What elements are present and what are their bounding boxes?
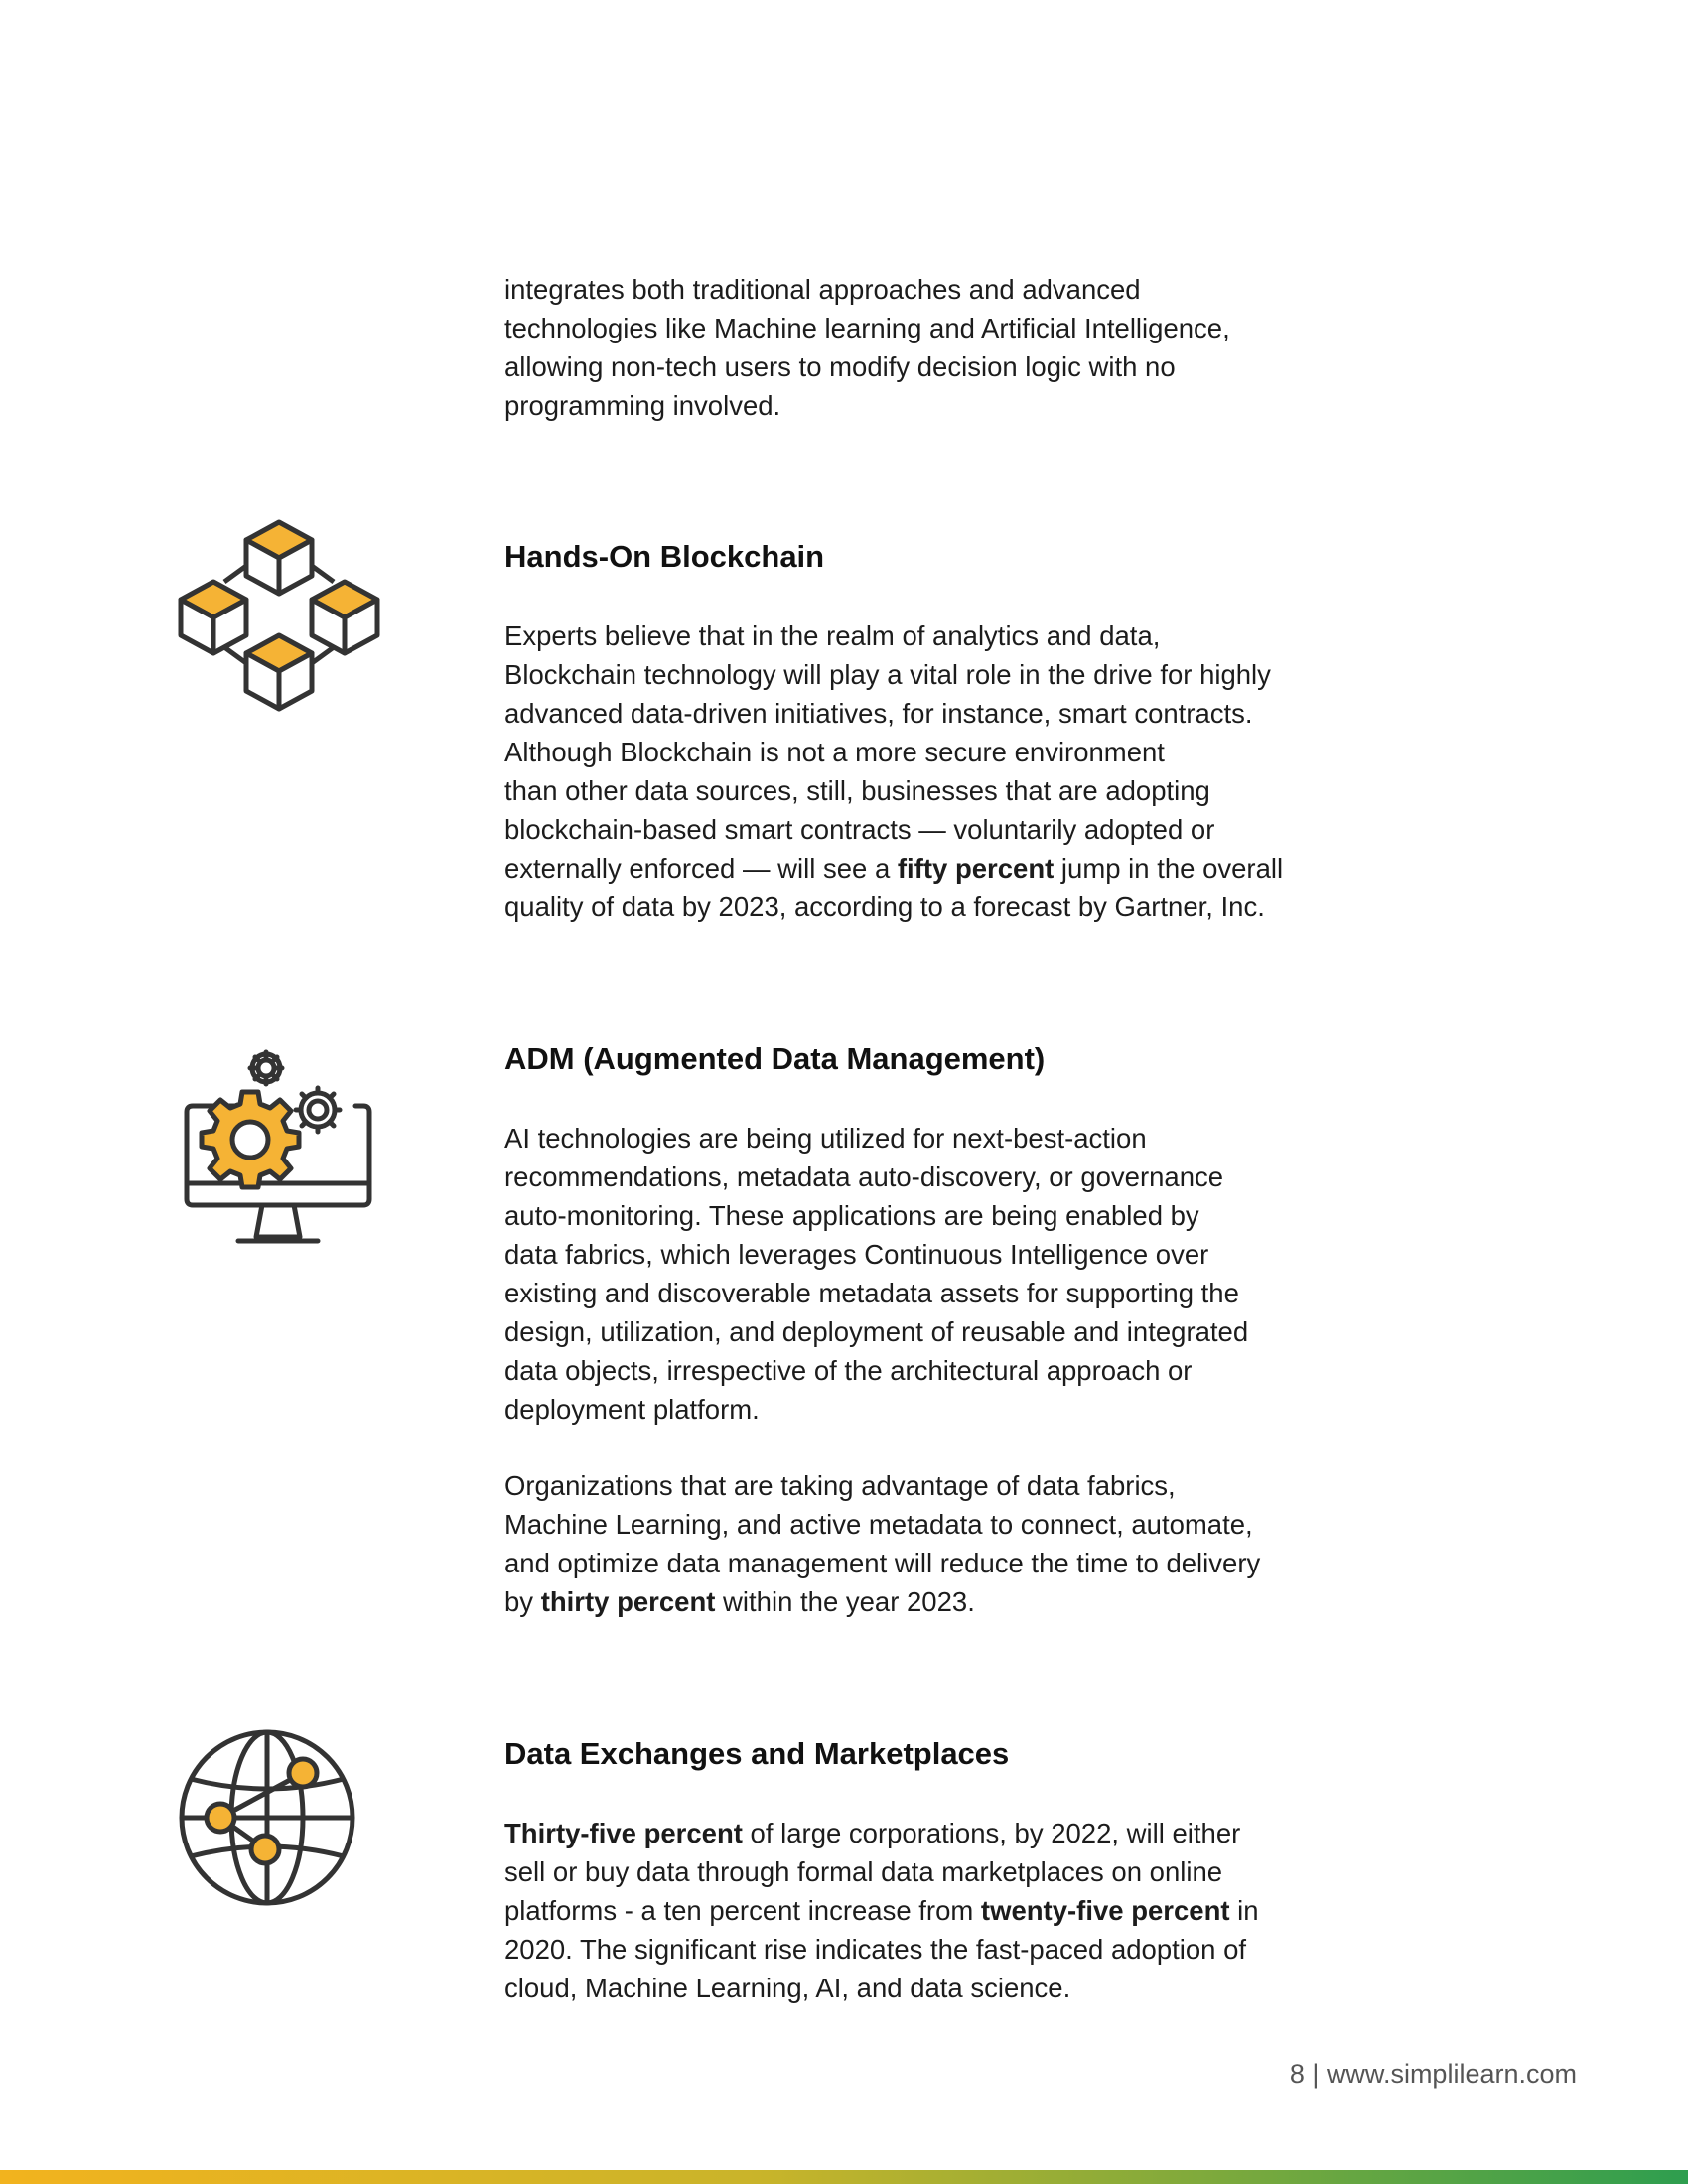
intro-line: technologies like Machine learning and Artificial Intelligence,: [504, 313, 1230, 343]
globe-network-icon: [177, 1727, 357, 1908]
paragraph-line: blockchain-based smart contracts — voluntarily adopted or: [504, 814, 1215, 845]
intro-line: programming involved.: [504, 390, 781, 421]
line-text: within the year 2023.: [715, 1586, 975, 1617]
paragraph-line: Although Blockchain is not a more secure environment: [504, 737, 1165, 767]
paragraph-line: design, utilization, and deployment of reusable and integrated: [504, 1316, 1249, 1347]
section-title-adm: ADM (Augmented Data Management): [504, 1041, 1046, 1076]
paragraph-line: Machine Learning, and active metadata to connect, automate,: [504, 1509, 1253, 1540]
paragraph-line: existing and discoverable metadata assets for supporting the: [504, 1278, 1239, 1308]
line-text: by: [504, 1586, 541, 1617]
gears-monitor-icon: [181, 1042, 375, 1255]
footer-separator: |: [1312, 2059, 1320, 2089]
paragraph-line: auto-monitoring. These applications are being enabled by: [504, 1200, 1199, 1231]
emphasis-text: twenty-five percent: [980, 1895, 1230, 1926]
section-title-data-exchanges: Data Exchanges and Marketplaces: [504, 1736, 1010, 1771]
paragraph-line: AI technologies are being utilized for next-best-action: [504, 1123, 1147, 1154]
intro-line: allowing non-tech users to modify decision logic with no: [504, 351, 1176, 382]
paragraph-line: Blockchain technology will play a vital role in the drive for highly: [504, 659, 1271, 690]
adm-paragraph-2: [504, 1466, 1398, 1621]
emphasis-text: thirty percent: [540, 1586, 716, 1617]
paragraph-line: deployment platform.: [504, 1394, 760, 1425]
paragraph-line: Organizations that are taking advantage of data fabrics,: [504, 1470, 1176, 1501]
paragraph-line: data objects, irrespective of the architectural approach or: [504, 1355, 1193, 1386]
paragraph-line: data fabrics, which leverages Continuous Intelligence over: [504, 1239, 1209, 1270]
paragraph-line: [504, 1891, 1398, 1930]
paragraph-line: Experts believe that in the realm of analytics and data,: [504, 620, 1161, 651]
paragraph-line: than other data sources, still, businesses that are adopting: [504, 775, 1210, 806]
blockchain-paragraph: [504, 616, 1398, 926]
section-title-blockchain: Hands-On Blockchain: [504, 539, 825, 574]
data-exchanges-paragraph: [504, 1814, 1398, 2007]
paragraph-line: 2020. The significant rise indicates the fast-paced adoption of: [504, 1934, 1247, 1965]
paragraph-line: sell or buy data through formal data marketplaces on online: [504, 1856, 1223, 1887]
paragraph-line: [504, 849, 1398, 887]
intro-line: integrates both traditional approaches and advanced: [504, 274, 1141, 305]
blockchain-cubes-icon: [177, 516, 381, 715]
paragraph-line: advanced data-driven initiatives, for instance, smart contracts.: [504, 698, 1253, 729]
line-text: of large corporations, by 2022, will either: [742, 1818, 1241, 1848]
line-text: externally enforced — will see a: [504, 853, 898, 884]
paragraph-line: [504, 1582, 1398, 1621]
intro-paragraph: [504, 270, 1398, 425]
paragraph-line: recommendations, metadata auto-discovery, or governance: [504, 1161, 1224, 1192]
gradient-bottom-bar: [0, 2170, 1688, 2184]
line-text: in: [1229, 1895, 1259, 1926]
adm-paragraph-1: [504, 1119, 1398, 1429]
paragraph-line: [504, 1814, 1398, 1852]
line-text: jump in the overall: [1054, 853, 1284, 884]
page-footer: [1290, 2059, 1577, 2090]
line-text: platforms - a ten percent increase from: [504, 1895, 981, 1926]
paragraph-line: cloud, Machine Learning, AI, and data science.: [504, 1973, 1071, 2003]
paragraph-line: and optimize data management will reduce the time to delivery: [504, 1548, 1261, 1578]
emphasis-text: Thirty-five percent: [504, 1818, 743, 1848]
emphasis-text: fifty percent: [897, 853, 1055, 884]
paragraph-line: quality of data by 2023, according to a forecast by Gartner, Inc.: [504, 891, 1265, 922]
footer-url[interactable]: www.simplilearn.com: [1326, 2059, 1577, 2089]
page-number: 8: [1289, 2059, 1305, 2089]
